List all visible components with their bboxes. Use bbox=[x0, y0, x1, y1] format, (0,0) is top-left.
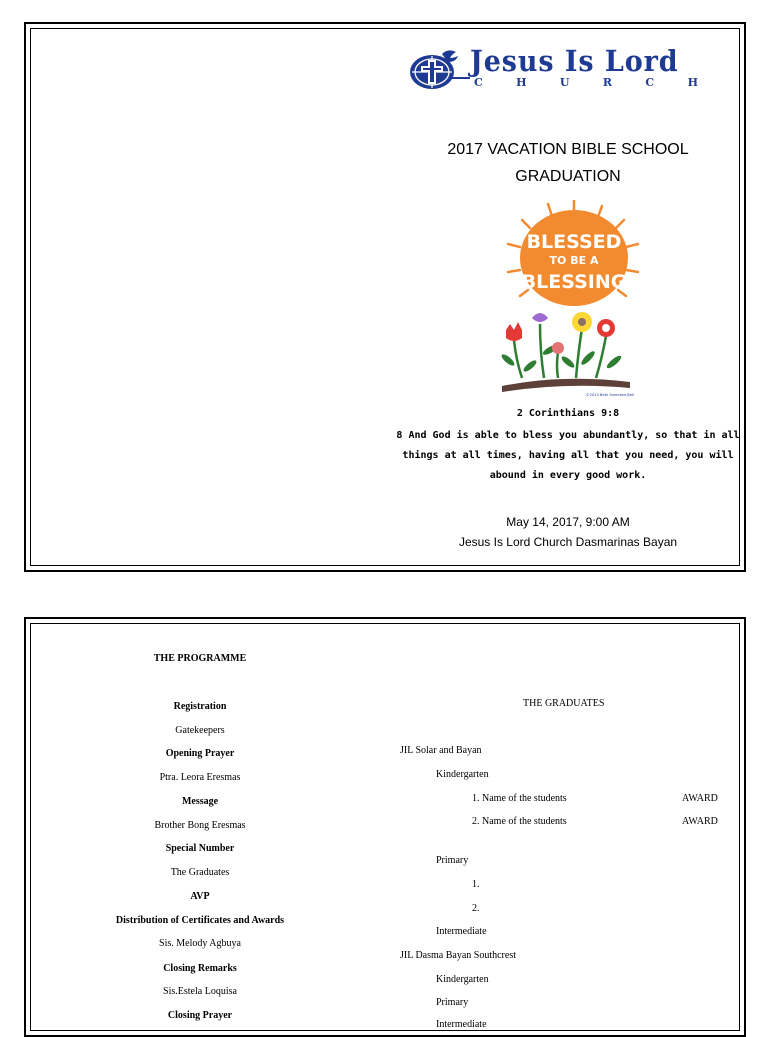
student-entry: 2. bbox=[472, 903, 480, 914]
level-primary: Primary bbox=[436, 855, 469, 866]
verse-line: things at all times, having all that you need, you will bbox=[402, 450, 734, 461]
logo-letter: H bbox=[687, 76, 698, 89]
church-logo bbox=[406, 38, 698, 98]
programme-item-label: Opening Prayer bbox=[165, 748, 235, 759]
level-intermediate: Intermediate bbox=[436, 1019, 487, 1030]
verse-reference: 2 Corinthians 9:8 bbox=[516, 408, 620, 419]
logo-letter: R bbox=[602, 76, 613, 89]
event-venue: Jesus Is Lord Church Dasmarinas Bayan bbox=[458, 535, 678, 549]
level-primary: Primary bbox=[436, 997, 469, 1008]
pink-bud bbox=[552, 342, 564, 354]
programme-item-person: Sis.Estela Loquisa bbox=[163, 986, 237, 997]
programme-item-person: Sis. Melody Agbuya bbox=[159, 938, 241, 949]
graduates-heading: THE GRADUATES bbox=[523, 698, 605, 709]
programme-item-label: Special Number bbox=[165, 843, 235, 854]
level-intermediate: Intermediate bbox=[436, 926, 487, 937]
event-title bbox=[398, 136, 738, 190]
event-details bbox=[398, 512, 738, 552]
logo-wordmark: Jesus Is Lord bbox=[470, 44, 679, 78]
illustration-credit: ©2013 Beth Sorensen-Bell bbox=[586, 393, 634, 397]
yellow-flower bbox=[572, 312, 592, 332]
award-label: AWARD bbox=[682, 816, 718, 827]
programme-item-label: Distribution of Certificates and Awards bbox=[115, 915, 285, 926]
badge-line-2: TO BE A bbox=[549, 254, 599, 267]
title-line-1: 2017 VACATION BIBLE SCHOOL bbox=[447, 141, 689, 158]
verse-line: 8 And God is able to bless you abundantly, so that in all bbox=[396, 430, 740, 441]
programme-item-label: Registration bbox=[173, 701, 227, 712]
branch-name: JIL Dasma Bayan Southcrest bbox=[400, 950, 516, 961]
programme-item-label: AVP bbox=[190, 891, 210, 902]
logo-church-letters bbox=[474, 76, 698, 89]
programme-item-label: Closing Prayer bbox=[167, 1010, 233, 1021]
verse-line: abound in every good work. bbox=[489, 470, 647, 481]
logo-letter: U bbox=[559, 76, 570, 89]
branch-name: JIL Solar and Bayan bbox=[400, 745, 482, 756]
programme-item-person: The Graduates bbox=[170, 867, 230, 878]
bible-verse bbox=[392, 426, 744, 486]
level-kindergarten: Kindergarten bbox=[436, 769, 489, 780]
level-kindergarten: Kindergarten bbox=[436, 974, 489, 985]
programme-item-label: Closing Remarks bbox=[163, 963, 237, 974]
programme-item-label: Message bbox=[181, 796, 219, 807]
student-entry: 1. Name of the students bbox=[472, 793, 567, 804]
award-label: AWARD bbox=[682, 793, 718, 804]
student-entry: 1. bbox=[472, 879, 480, 890]
programme-item-person: Gatekeepers bbox=[175, 725, 225, 736]
title-line-2: GRADUATION bbox=[515, 168, 621, 185]
blessed-to-be-a-blessing-illustration bbox=[498, 200, 644, 398]
student-entry: 2. Name of the students bbox=[472, 816, 567, 827]
logo-letter: C bbox=[474, 76, 483, 89]
programme-item-person: Ptra. Leora Eresmas bbox=[159, 772, 241, 783]
logo-letter: H bbox=[516, 76, 527, 89]
programme-item-person: Brother Bong Eresmas bbox=[154, 820, 246, 831]
programme-heading: THE PROGRAMME bbox=[153, 653, 247, 664]
event-date-time: May 14, 2017, 9:00 AM bbox=[506, 515, 630, 529]
red-tulip bbox=[506, 322, 522, 341]
badge-line-1: BLESSED bbox=[526, 231, 622, 253]
purple-flower bbox=[532, 313, 548, 322]
globe-dove-icon bbox=[406, 48, 470, 92]
red-rose bbox=[597, 319, 615, 337]
ground bbox=[502, 379, 630, 392]
badge-line-3: BLESSING bbox=[521, 271, 627, 293]
logo-letter: C bbox=[645, 76, 655, 89]
